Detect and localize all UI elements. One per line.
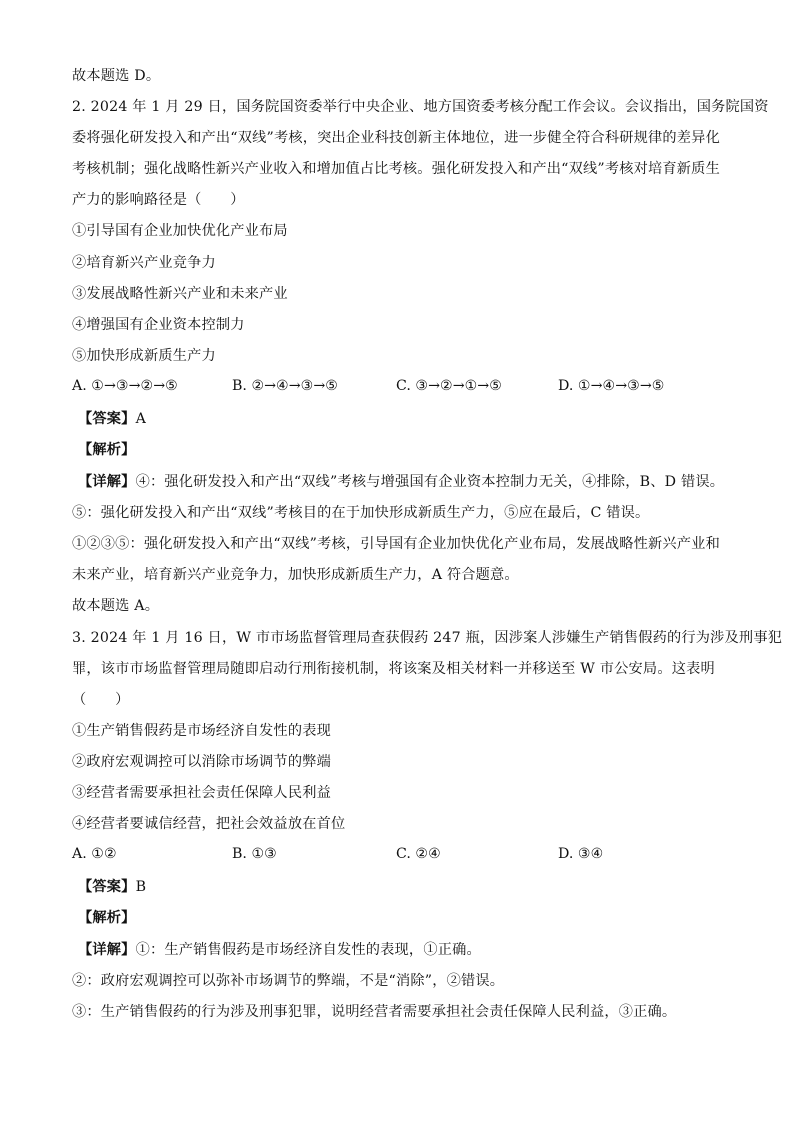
answer-tag: 【答案】 xyxy=(78,879,136,895)
q3-option-c: C. ②④ xyxy=(396,846,441,862)
q3-options xyxy=(72,846,722,866)
q2-item: ③发展战略性新兴产业和未来产业 xyxy=(72,286,288,302)
q3-item: ④经营者要诚信经营，把社会效益放在首位 xyxy=(72,816,346,832)
q3-detail-line: ②：政府宏观调控可以弥补市场调节的弊端，不是“消除”，②错误。 xyxy=(72,973,505,989)
q1-conclusion: 故本题选 D。 xyxy=(72,68,161,84)
q3-option-b: B. ①③ xyxy=(232,846,277,862)
q2-option-b: B. ②→④→③→⑤ xyxy=(232,378,338,394)
q2-detail-line: ①②③⑤：强化研发投入和产出“双线”考核，引导国有企业加快优化产业布局，发展战略性新兴产业和 xyxy=(72,536,720,552)
q2-option-d: D. ①→④→③→⑤ xyxy=(558,378,665,394)
detail-tag: 【详解】 xyxy=(78,474,136,490)
q2-option-c: C. ③→②→①→⑤ xyxy=(396,378,502,394)
q2-stem-line: 2. 2024 年 1 月 29 日，国务院国资委举行中央企业、地方国资委考核分配工作会议。会议指出，国务院国资 xyxy=(72,99,769,115)
q3-answer xyxy=(78,877,728,897)
detail-text: ①：生产销售假药是市场经济自发性的表现，①正确。 xyxy=(135,942,481,958)
analysis-tag: 【解析】 xyxy=(78,442,136,458)
q2-analysis-tag xyxy=(78,440,728,460)
q2-detail-line xyxy=(78,472,728,492)
q2-stem-line: 产力的影响路径是（ ） xyxy=(72,192,245,208)
q2-answer xyxy=(78,409,728,429)
q2-options xyxy=(72,378,722,398)
q3-stem-line: （ ） xyxy=(72,692,130,708)
q2-detail-line: 未来产业，培育新兴产业竞争力，加快形成新质生产力，A 符合题意。 xyxy=(72,567,519,583)
detail-text: ④：强化研发投入和产出“双线”考核与增强国有企业资本控制力无关，④排除，B、D 错误。 xyxy=(135,474,725,490)
q3-analysis-tag xyxy=(78,908,728,928)
q3-stem-line: 罪，该市市场监督管理局随即启动行刑衔接机制，将该案及相关材料一并移送至 W 市公安局。这表明 xyxy=(72,661,715,677)
q3-stem-line: 3. 2024 年 1 月 16 日，W 市市场监督管理局查获假药 247 瓶，因涉案人涉嫌生产销售假药的行为涉及刑事犯 xyxy=(72,630,783,646)
q3-detail-line: ③：生产销售假药的行为涉及刑事犯罪，说明经营者需要承担社会责任保障人民利益，③正确。 xyxy=(72,1004,677,1020)
q2-stem-line: 委将强化研发投入和产出“双线”考核，突出企业科技创新主体地位，进一步健全符合科研规律的差异化 xyxy=(72,130,720,146)
q2-item: ④增强国有企业资本控制力 xyxy=(72,317,245,333)
q2-option-a: A. ①→③→②→⑤ xyxy=(72,378,178,394)
q2-stem-line: 考核机制；强化战略性新兴产业收入和增加值占比考核。强化研发投入和产出“双线”考核对培育新质生 xyxy=(72,161,720,177)
q3-option-d: D. ③④ xyxy=(558,846,604,862)
q3-item: ②政府宏观调控可以消除市场调节的弊端 xyxy=(72,754,331,770)
q2-item: ②培育新兴产业竞争力 xyxy=(72,255,216,271)
detail-tag: 【详解】 xyxy=(78,942,136,958)
q3-item: ③经营者需要承担社会责任保障人民利益 xyxy=(72,785,331,801)
answer-value: A xyxy=(135,411,147,427)
q2-conclusion: 故本题选 A。 xyxy=(72,598,160,614)
q2-item: ⑤加快形成新质生产力 xyxy=(72,348,216,364)
q3-item: ①生产销售假药是市场经济自发性的表现 xyxy=(72,723,331,739)
analysis-tag: 【解析】 xyxy=(78,910,136,926)
q2-item: ①引导国有企业加快优化产业布局 xyxy=(72,223,288,239)
q3-detail-line xyxy=(78,940,728,960)
q2-detail-line: ⑤：强化研发投入和产出“双线”考核目的在于加快形成新质生产力，⑤应在最后，C 错误。 xyxy=(72,505,650,521)
q3-option-a: A. ①② xyxy=(72,846,117,862)
answer-tag: 【答案】 xyxy=(78,411,136,427)
answer-value: B xyxy=(135,879,147,895)
